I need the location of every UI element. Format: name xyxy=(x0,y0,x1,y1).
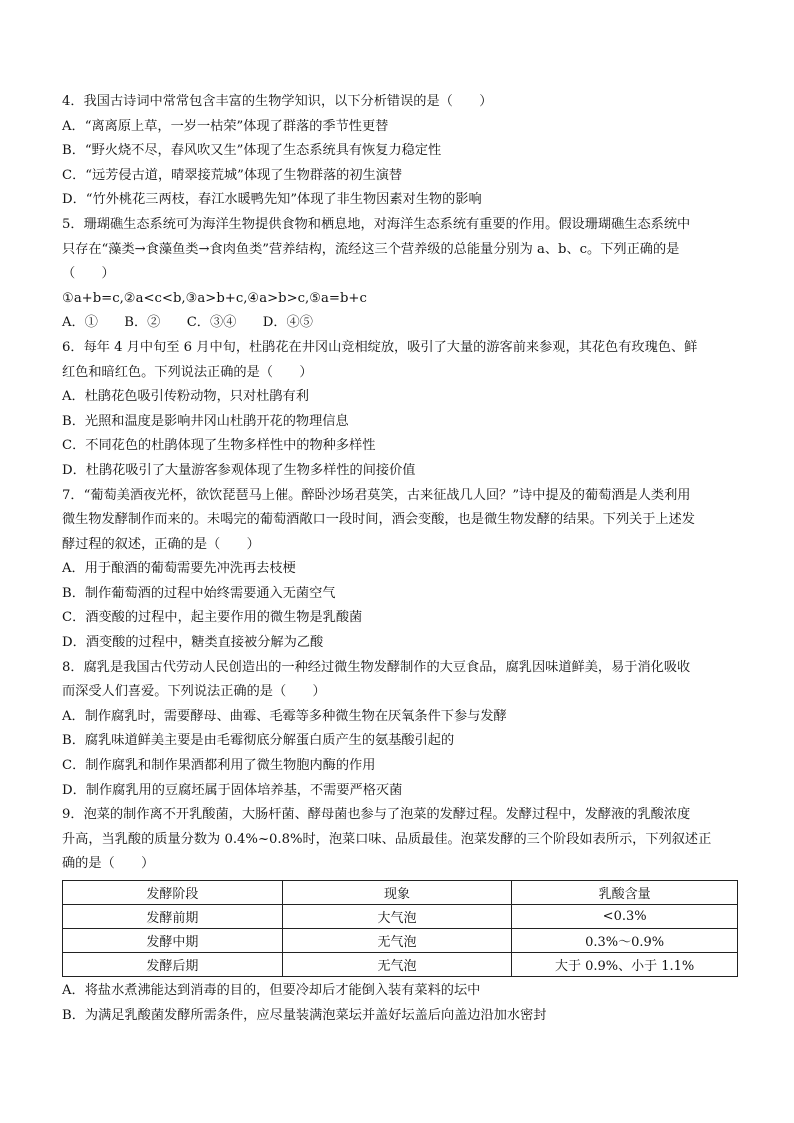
question-stem-line: （ ） xyxy=(62,266,115,282)
question-stem-line: 6．每年 4 月中旬至 6 月中旬，杜鹃花在井冈山竞相绽放，吸引了大量的游客前来参观，其花色有玫瑰色、鲜 xyxy=(62,339,698,355)
question-7 xyxy=(62,484,742,656)
question-stem-line: 红色和暗红色。下列说法正确的是（ ） xyxy=(62,364,313,380)
option-d: D．杜鹃花吸引了大量游客参观体现了生物多样性的间接价值 xyxy=(62,462,416,478)
table-cell: <0.3% xyxy=(512,905,738,929)
option-c: C．酒变酸的过程中，起主要作用的微生物是乳酸菌 xyxy=(62,610,363,626)
option-d: D．酒变酸的过程中，糖类直接被分解为乙酸 xyxy=(62,635,324,651)
table-row xyxy=(63,953,738,977)
options: A．① B．② C．③④ D．④⑤ xyxy=(62,315,313,331)
option-b: B．制作葡萄酒的过程中始终需要通入无菌空气 xyxy=(62,585,336,601)
question-stem-line: 确的是（ ） xyxy=(62,856,155,872)
option-a: A．杜鹃花色吸引传粉动物，只对杜鹃有利 xyxy=(62,389,309,405)
exam-page xyxy=(62,90,742,1028)
table-cell: 大气泡 xyxy=(282,905,512,929)
option-b: B．腐乳味道鲜美主要是由毛霉彻底分解蛋白质产生的氨基酸引起的 xyxy=(62,733,455,749)
option-d: D．制作腐乳用的豆腐坯属于固体培养基，不需要严格灭菌 xyxy=(62,782,403,798)
table-cell: 0.3%～0.9% xyxy=(512,929,738,953)
question-stem-line: 微生物发酵制作而来的。未喝完的葡萄酒敞口一段时间，酒会变酸，也是微生物发酵的结果。下列关于上述发 xyxy=(62,512,695,528)
option-c: C．制作腐乳和制作果酒都利用了微生物胞内酶的作用 xyxy=(62,758,376,774)
option-b: B．“野火烧不尽，春风吹又生”体现了生态系统具有恢复力稳定性 xyxy=(62,143,442,159)
option-a: A．制作腐乳时，需要酵母、曲霉、毛霉等多种微生物在厌氧条件下参与发酵 xyxy=(62,708,507,724)
question-stem-line: 9．泡菜的制作离不开乳酸菌，大肠杆菌、酵母菌也参与了泡菜的发酵过程。发酵过程中，发酵液的乳酸浓度 xyxy=(62,807,691,823)
question-stem: 4．我国古诗词中常常包含丰富的生物学知识，以下分析错误的是（ ） xyxy=(62,94,493,109)
option-c: C．不同花色的杜鹃体现了生物多样性中的物种多样性 xyxy=(62,438,376,454)
question-stem-line: 5．珊瑚礁生态系统可为海洋生物提供食物和栖息地，对海洋生态系统有重要的作用。假设珊瑚礁生态系统中 xyxy=(62,216,691,232)
question-stem-line: 7．“葡萄美酒夜光杯，欲饮琵琶马上催。醉卧沙场君莫笑，古来征战几人回？”诗中提及的葡萄酒是人类利用 xyxy=(62,487,691,503)
table-header-cell: 发酵阶段 xyxy=(63,881,283,905)
question-stem-line: 升高，当乳酸的质量分数为 0.4%~0.8%时，泡菜口味、品质最佳。泡菜发酵的三个阶段如表所示，下列叙述正 xyxy=(62,831,712,847)
table-cell: 无气泡 xyxy=(282,953,512,977)
statements: ①a+b=c,②a<c<b,③a>b+c,④a>b>c,⑤a=b+c xyxy=(62,290,367,306)
table-row xyxy=(63,905,738,929)
fermentation-table xyxy=(62,880,738,977)
option-a: A．“离离原上草，一岁一枯荣”体现了群落的季节性更替 xyxy=(62,118,389,134)
table-row xyxy=(63,929,738,953)
question-6 xyxy=(62,336,742,484)
question-5 xyxy=(62,213,742,336)
question-stem-line: 而深受人们喜爱。下列说法正确的是（ ） xyxy=(62,684,326,700)
option-c: C．“远芳侵古道，晴翠接荒城”体现了生物群落的初生演替 xyxy=(62,167,403,183)
table-cell: 发酵前期 xyxy=(63,905,283,929)
table-header-cell: 现象 xyxy=(282,881,512,905)
table-header-cell: 乳酸含量 xyxy=(512,881,738,905)
question-9 xyxy=(62,803,742,1028)
table-header-row xyxy=(63,881,738,905)
table-cell: 大于 0.9%、小于 1.1% xyxy=(512,953,738,977)
option-d: D．“竹外桃花三两枝，春江水暖鸭先知”体现了非生物因素对生物的影响 xyxy=(62,192,482,208)
question-4 xyxy=(62,90,742,213)
question-stem-line: 只存在“藻类→食藻鱼类→食肉鱼类”营养结构，流经这三个营养级的总能量分别为 a、b、c。下列正确的是 xyxy=(62,241,680,257)
question-8 xyxy=(62,656,742,804)
table-cell: 发酵后期 xyxy=(63,953,283,977)
table-cell: 发酵中期 xyxy=(63,929,283,953)
option-a: A．用于酿酒的葡萄需要先冲洗再去枝梗 xyxy=(62,561,296,577)
table-cell: 无气泡 xyxy=(282,929,512,953)
question-stem-line: 8．腐乳是我国古代劳动人民创造出的一种经过微生物发酵制作的大豆食品，腐乳因味道鲜美，易于消化吸收 xyxy=(62,659,691,675)
option-b: B．光照和温度是影响井冈山杜鹃开花的物理信息 xyxy=(62,413,349,429)
option-a: A．将盐水煮沸能达到消毒的目的，但要冷却后才能倒入装有菜料的坛中 xyxy=(62,983,481,998)
question-stem-line: 酵过程的叙述，正确的是（ ） xyxy=(62,536,260,552)
option-b: B．为满足乳酸菌发酵所需条件，应尽量装满泡菜坛并盖好坛盖后向盖边沿加水密封 xyxy=(62,1007,547,1023)
